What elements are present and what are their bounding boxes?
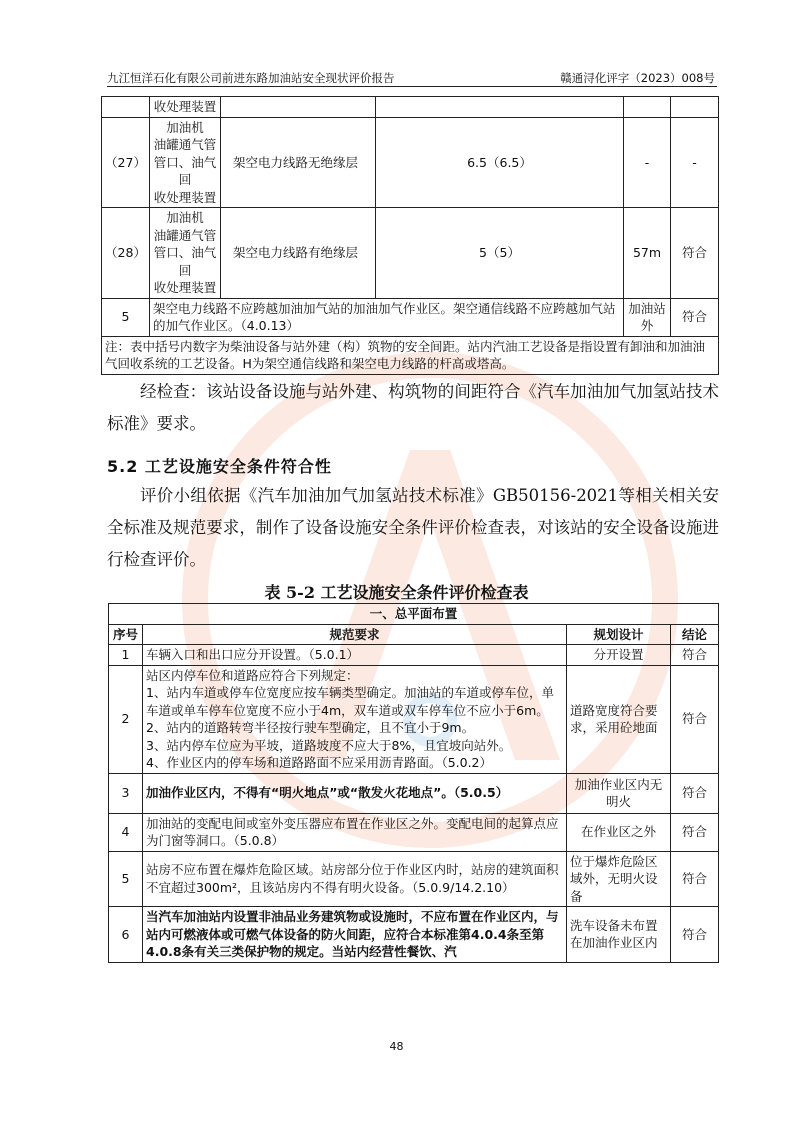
table-caption: 表 5-2 工艺设施安全条件评价检查表: [264, 583, 529, 602]
table-row: [102, 117, 719, 208]
requirement-cell: 站区内停车位和道路应符合下列规定： 1、站内车道或停车位宽度应按车辆类型确定。加油站的车道或停车位，单车道或单车停车位宽度不应小于4m，双车道或双车停车位不应小于6m。 2、站内的道路转弯半径按行驶车型确定，且不宜小于9m。 3、站内停车位应为平坡，道路坡度不应大于8%，且宜坡向站外。 4、作业区内的停车场和道路路面不应采用沥青路面。（5.0.2）: [143, 665, 567, 773]
table-row: [109, 645, 719, 666]
result-cell: 符合: [671, 851, 719, 907]
row-number: 3: [109, 773, 143, 813]
object-cell: 加油机 油罐通气管 管口、油气回 收处理装置: [150, 208, 221, 299]
design-cell: 洗车设备未布置在加油作业区内: [567, 907, 671, 963]
item-cell: 架空电力线路无绝缘层: [221, 117, 376, 208]
table-note-row: [102, 336, 719, 374]
group-title: 一、总平面布置: [109, 604, 719, 625]
requirement-cell: 车辆入口和出口应分开设置。（5.0.1）: [143, 645, 567, 666]
table-row: [109, 813, 719, 851]
table-row: [109, 851, 719, 907]
header-left: 九江恒洋石化有限公司前进东路加油站安全现状评价报告: [107, 71, 395, 85]
table-row: [102, 97, 719, 118]
result-cell: -: [671, 117, 719, 208]
col-header-no: 序号: [109, 624, 143, 645]
actual-cell: 57m: [624, 208, 671, 299]
row-number: 5: [102, 298, 150, 336]
table-note: 注：表中括号内数字为柴油设备与站外建（构）筑物的安全间距。站内汽油工艺设备是指设置有卸油和加油油气回收系统的工艺设备。H为架空通信线路和架空电力线路的杆高或塔高。: [102, 336, 719, 374]
paragraph-intro: 评价小组依据《汽车加油加气加氢站技术标准》GB50156-2021等相关相关安全标准及规范要求，制作了设备设施安全条件评价检查表，对该站的安全设备设施进行检查评价。: [107, 486, 719, 569]
design-cell: 分开设置: [567, 645, 671, 666]
result-cell: 符合: [671, 665, 719, 773]
design-cell: 加油作业区内无明火: [567, 773, 671, 813]
col-header-result: 结论: [671, 624, 719, 645]
row-number: 1: [109, 645, 143, 666]
requirement-cell: 架空电力线路不应跨越加油加气站的加油加气作业区。架空通信线路不应跨越加气站的加气作业区。（4.0.13）: [150, 298, 624, 336]
table-row: [109, 773, 719, 813]
header-divider: [107, 86, 717, 87]
col-header-design: 规划设计: [567, 624, 671, 645]
spacing-table: [101, 96, 719, 375]
actual-cell: -: [624, 117, 671, 208]
requirement-cell: 站房不应布置在爆炸危险区域。站房部分位于作业区内时，站房的建筑面积不宜超过300m²，且该站房内不得有明火设备。（5.0.9/14.2.10）: [143, 851, 567, 907]
result-cell: 符合: [671, 907, 719, 963]
object-cell: 加油机 油罐通气管 管口、油气回 收处理装置: [150, 117, 221, 208]
item-cell: 架空电力线路有绝缘层: [221, 208, 376, 299]
table-row: [102, 208, 719, 299]
requirement-cell: 加油站的变配电间或室外变压器应布置在作业区之外。变配电间的起算点应为门窗等洞口。（5.0.8）: [143, 813, 567, 851]
row-number: 6: [109, 907, 143, 963]
design-cell: 在作业区之外: [567, 813, 671, 851]
design-cell: 位于爆炸危险区域外，无明火设备: [567, 851, 671, 907]
group-row: [109, 604, 719, 625]
page-number: 48: [389, 1040, 404, 1053]
paragraph-conclusion: 经检查：该站设备设施与站外建、构筑物的间距符合《汽车加油加气加氢站技术标准》要求。: [107, 382, 719, 433]
row-number: （27）: [102, 117, 150, 208]
requirement-cell: 6.5（6.5）: [376, 117, 624, 208]
header-right: 赣通浔化评字（2023）008号: [560, 71, 715, 85]
object-cell: 收处理装置: [150, 97, 221, 118]
requirement-cell: 5（5）: [376, 208, 624, 299]
actual-cell: 加油站外: [624, 298, 671, 336]
header-row: [109, 624, 719, 645]
row-number: 5: [109, 851, 143, 907]
table-row: [109, 907, 719, 963]
table-row: [109, 665, 719, 773]
result-cell: 符合: [671, 773, 719, 813]
row-number: 4: [109, 813, 143, 851]
result-cell: 符合: [671, 813, 719, 851]
process-safety-table: [108, 603, 719, 963]
requirement-cell: 加油作业区内，不得有“明火地点”或“散发火花地点”。（5.0.5）: [143, 773, 567, 813]
result-cell: 符合: [671, 298, 719, 336]
result-cell: 符合: [671, 645, 719, 666]
col-header-req: 规范要求: [143, 624, 567, 645]
requirement-cell: 当汽车加油站内设置非油品业务建筑物或设施时，不应布置在作业区内，与站内可燃液体或可燃气体设备的防火间距，应符合本标准第4.0.4条至第4.0.8条有关三类保护物的规定。当站内经营性餐饮、汽: [143, 907, 567, 963]
section-title: 5.2 工艺设施安全条件符合性: [107, 457, 332, 476]
design-cell: 道路宽度符合要求，采用砼地面: [567, 665, 671, 773]
table-row: [102, 298, 719, 336]
row-number: 2: [109, 665, 143, 773]
row-number: （28）: [102, 208, 150, 299]
result-cell: 符合: [671, 208, 719, 299]
